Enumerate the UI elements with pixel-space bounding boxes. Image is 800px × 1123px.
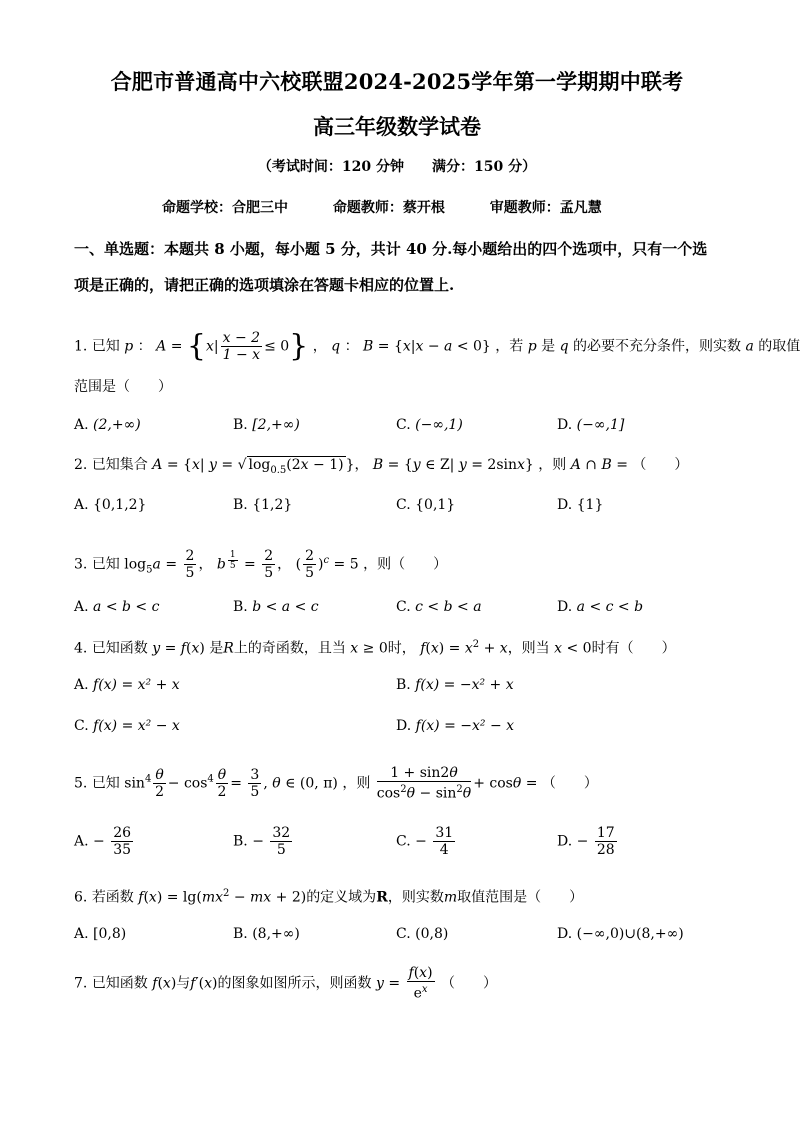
question-5: 5. 已知 $\sin^4$ $\frac{\theta}{2}$ − $\cos^4$ $\frac{\theta}{2}$ = $\frac{3}{5}$ , θ ∈ (0, π) ，则 $\frac{1 + \sin 2\theta}{\cos^2\theta - \sin^2\theta}$ + cosθ = （ ） [74, 765, 598, 802]
q4-option-c[interactable] [74, 718, 180, 734]
question-text: ，则（ ） [363, 556, 448, 573]
option-value: c < b < a [415, 599, 482, 615]
question-1: 1. 已知 p ： A = {x| $\frac{x - 2}{1 - x}$ ≤ 0} ， q ： B = {x|x − a < 0} ，若 p 是 q 的必要不充分条件，则实数 a 的取值 [74, 328, 800, 364]
option-label: C. [396, 926, 416, 942]
q6-option-d[interactable] [557, 926, 684, 942]
option-label: B. [233, 417, 253, 433]
option-label: D. [557, 417, 577, 433]
option-label: B. [396, 677, 416, 693]
question-text: 的取值 [758, 338, 800, 355]
q1-option-b[interactable] [233, 417, 300, 433]
section-heading [74, 231, 734, 303]
option-value: [2,+∞) [252, 417, 300, 433]
question-text: 已知 [91, 775, 120, 792]
q4-option-b[interactable] [396, 677, 514, 693]
option-label: B. [233, 833, 253, 850]
question-text: 时有（ ） [591, 640, 676, 657]
option-value: f(x) = x² + x [93, 677, 180, 693]
question-text: （ ） [441, 975, 497, 992]
option-label: C. [396, 497, 416, 513]
option-value: (−∞,0)∪(8,+∞) [576, 926, 684, 942]
exam-info: （考试时间：120 分钟 满分：150 分） [257, 159, 537, 175]
option-value: b < a < c [252, 599, 319, 615]
option-value: (2,+∞) [93, 417, 141, 433]
question-7: 7. 已知函数 f(x)与f′(x)的图象如图所示，则函数 y = $\frac{f(x)}{e^x}$ （ ） [74, 965, 497, 1002]
question-text: 若函数 [91, 889, 134, 906]
q3-option-a[interactable] [74, 599, 159, 615]
q5-option-a[interactable]: A. − $\frac{26}{35}$ [74, 825, 132, 858]
option-value: f(x) = −x² − x [415, 718, 515, 734]
question-text: ，则实数 [387, 889, 444, 906]
question-text: （ ） [541, 775, 598, 792]
option-value: a < c < b [576, 599, 644, 615]
question-number: 5. [74, 775, 88, 792]
option-label: C. [74, 718, 94, 734]
q6-option-b[interactable] [233, 926, 300, 942]
question-text: 已知 [91, 338, 120, 355]
option-numerator: 31 [435, 825, 454, 841]
q2-option-d[interactable] [557, 497, 603, 513]
reviewer-label: 审题教师：孟凡慧 [489, 200, 602, 216]
q2-option-b[interactable] [233, 497, 292, 513]
option-label: A. [74, 926, 94, 942]
option-label: B. [233, 599, 253, 615]
question-text: 的必要不充分条件，则实数 [573, 338, 742, 355]
option-denominator: 5 [276, 842, 286, 858]
option-value: f(x) = x² − x [93, 718, 180, 734]
option-value: a < b < c [93, 599, 160, 615]
option-value: (8,+∞) [252, 926, 300, 942]
q1-option-c[interactable] [396, 417, 463, 433]
question-2: 2. 已知集合 A = {x| y = √ $\log_{0.5}(2x - 1)$ }， B = {y ∈ Z| y = 2sinx} ，则 A ∩ B = （ ） [74, 457, 689, 476]
option-value: [0,8) [93, 926, 127, 942]
question-number: 7. [74, 975, 88, 992]
option-denominator: 28 [596, 842, 615, 858]
question-1-cont: 范围是（ ） [74, 379, 172, 395]
question-text: ，若 [495, 338, 524, 355]
option-label: A. [74, 417, 94, 433]
exam-subtitle: 高三年级数学试卷 [313, 114, 481, 139]
q6-option-c[interactable] [396, 926, 448, 942]
section-heading-line1: 一、单选题：本题共 8 小题，每小题 5 分，共计 40 分.每小题给出的四个选项中，只有一个选 [74, 240, 708, 258]
option-label: D. [557, 497, 577, 513]
question-text: 时， [387, 640, 416, 657]
option-value: {1} [576, 497, 604, 513]
option-label: C. [396, 417, 416, 433]
question-text: 与 [176, 975, 191, 992]
q1-option-d[interactable] [557, 417, 624, 433]
q4-option-d[interactable] [396, 718, 514, 734]
question-text: ，则 [342, 775, 371, 792]
q3-option-d[interactable] [557, 599, 643, 615]
option-label: C. [396, 833, 416, 850]
option-value: f(x) = −x² + x [415, 677, 514, 693]
author-label: 命题教师：蔡开根 [332, 200, 445, 216]
question-number: 1. [74, 338, 88, 355]
option-label: B. [233, 926, 253, 942]
question-6: 6. 若函数 $f(x) = \lg(mx^2$ − mx + 2)的定义域为R，则实数m取值范围是（ ） [74, 888, 584, 906]
option-numerator: 32 [272, 825, 291, 841]
option-label: C. [396, 599, 416, 615]
exam-title: 合肥市普通高中六校联盟2024-2025学年第一学期期中联考 [110, 69, 684, 94]
exam-credits [162, 197, 642, 217]
question-text: 已知函数 [91, 975, 148, 992]
q2-option-c[interactable] [396, 497, 455, 513]
option-value: (−∞,1) [415, 417, 463, 433]
option-denominator: 35 [113, 842, 132, 858]
question-text: 已知函数 [91, 640, 148, 657]
school-label: 命题学校：合肥三中 [162, 200, 288, 216]
question-text: ，则当 [507, 640, 550, 657]
question-text: 取值范围是（ ） [457, 889, 584, 906]
option-value: {0,1} [415, 497, 456, 513]
q6-option-a[interactable] [74, 926, 126, 942]
q5-option-d[interactable]: D. − $\frac{17}{28}$ [557, 825, 615, 858]
option-value: (0,8) [415, 926, 449, 942]
q5-option-b[interactable]: B. − $\frac{32}{5}$ [233, 825, 291, 858]
q3-option-b[interactable] [233, 599, 319, 615]
question-4: 4. 已知函数 y = f(x) 是R上的奇函数，且当 x ≥ 0时， $f(x) = x^2 + x$，则当 x < 0时有（ ） [74, 639, 676, 657]
question-number: 4. [74, 640, 88, 657]
question-3: 3. 已知 $\log_5a$ = $\frac{2}{5}$ ， b $^{\frac{1}{5}}$ = $\frac{2}{5}$ ， ( $\frac{2}{5}$ )$^c$ = 5 ，则（ ） [74, 548, 448, 581]
option-label: D. [557, 833, 577, 850]
question-number: 3. [74, 556, 88, 573]
option-label: B. [233, 497, 253, 513]
question-text: ，则 [538, 457, 567, 473]
question-text: 上的奇函数，且当 [233, 640, 346, 657]
question-text: 是 [209, 640, 224, 657]
option-numerator: 17 [596, 825, 615, 841]
question-text: （ ） [632, 457, 689, 473]
q1-option-a[interactable] [74, 417, 141, 433]
option-label: D. [557, 926, 577, 942]
option-label: A. [74, 677, 94, 693]
question-number: 2. [74, 457, 88, 473]
option-denominator: 4 [439, 842, 449, 858]
option-label: A. [74, 833, 94, 850]
option-value: {1,2} [252, 497, 293, 513]
option-label: A. [74, 497, 94, 513]
q5-option-c[interactable]: C. − $\frac{31}{4}$ [396, 825, 454, 858]
question-text: 已知 [91, 556, 120, 573]
q3-option-c[interactable] [396, 599, 482, 615]
section-heading-line2: 项是正确的，请把正确的选项填涂在答题卡相应的位置上. [74, 276, 455, 294]
option-label: A. [74, 599, 94, 615]
q4-option-a[interactable] [74, 677, 180, 693]
option-value: (−∞,1] [576, 417, 625, 433]
q2-option-a[interactable] [74, 497, 146, 513]
question-text: 已知集合 [91, 457, 148, 473]
option-label: D. [396, 718, 416, 734]
question-text: 的定义域为 [306, 889, 377, 906]
question-text: 的图象如图所示，则函数 [217, 975, 372, 992]
option-numerator: 26 [113, 825, 132, 841]
question-number: 6. [74, 889, 88, 906]
option-label: D. [557, 599, 577, 615]
option-value: {0,1,2} [93, 497, 147, 513]
